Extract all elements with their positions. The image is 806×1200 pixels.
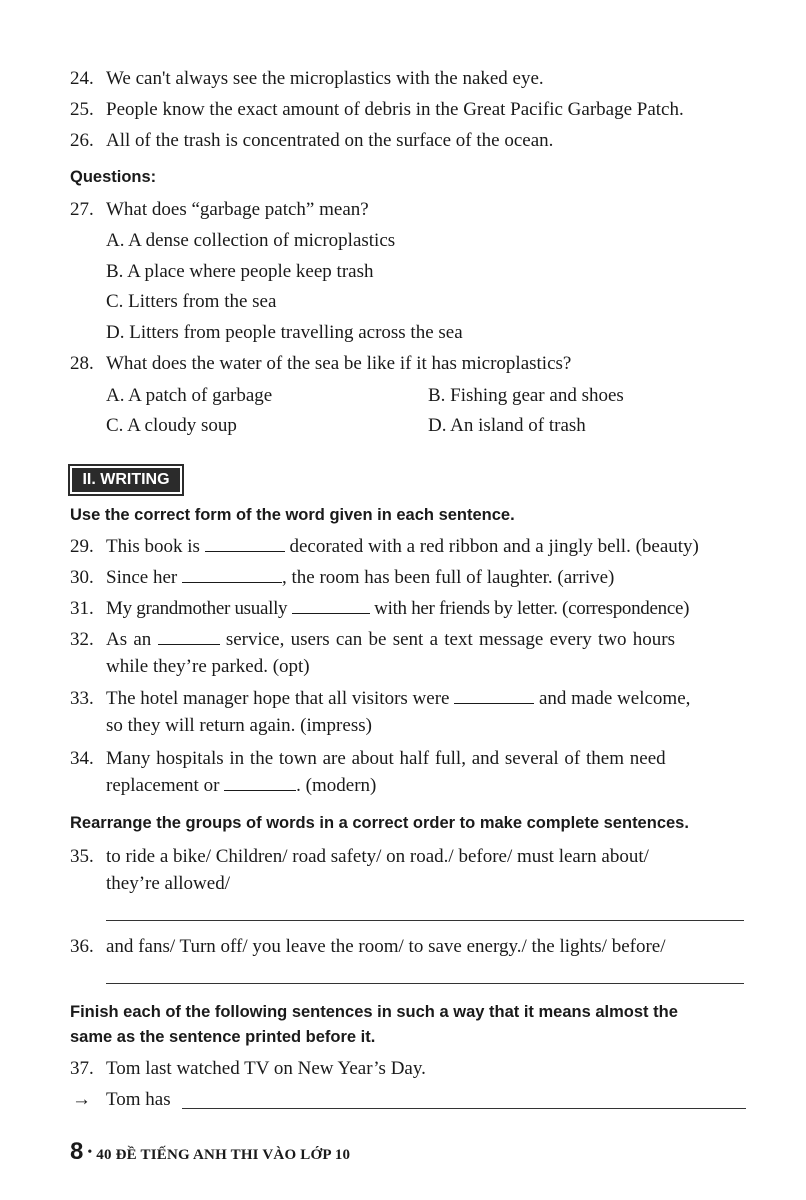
item-number: 35. bbox=[70, 846, 94, 867]
sentence bbox=[106, 566, 614, 590]
bullet-icon: • bbox=[87, 1145, 93, 1160]
q27-option-d: D. Litters from people travelling across the sea bbox=[106, 322, 463, 343]
sentence-start: Since her bbox=[106, 567, 182, 588]
item-number: 34. bbox=[70, 748, 94, 769]
sentence-start: As an bbox=[106, 629, 158, 650]
q28-option-c: C. A cloudy soup bbox=[106, 415, 237, 436]
sentence-end: and made welcome, bbox=[534, 688, 691, 709]
q27-option-a: A. A dense collection of microplastics bbox=[106, 230, 396, 251]
sentence-text: Many hospitals in the town are about half full, and several of them need bbox=[106, 748, 666, 769]
writing-section-badge: II. WRITING bbox=[68, 464, 184, 496]
word-form-heading: Use the correct form of the word given in each sentence. bbox=[70, 506, 515, 524]
word-groups: and fans/ Turn off/ you leave the room/ to save energy./ the lights/ before/ bbox=[106, 936, 666, 957]
finish-heading-line1: Finish each of the following sentences in such a way that it means almost the bbox=[70, 1003, 678, 1021]
q27-option-c: C. Litters from the sea bbox=[106, 291, 277, 312]
answer-blank[interactable] bbox=[182, 566, 282, 583]
item-number: 31. bbox=[70, 598, 94, 619]
original-sentence: Tom last watched TV on New Year’s Day. bbox=[106, 1058, 426, 1079]
finish-heading-line2: same as the sentence printed before it. bbox=[70, 1028, 376, 1046]
answer-blank[interactable] bbox=[224, 774, 296, 791]
question-text: What does “garbage patch” mean? bbox=[106, 199, 369, 220]
answer-line-36[interactable] bbox=[106, 983, 744, 984]
item-number: 26. bbox=[70, 130, 94, 151]
item-number: 29. bbox=[70, 536, 94, 557]
sentence bbox=[106, 597, 689, 621]
item-number: 25. bbox=[70, 99, 94, 120]
sentence bbox=[106, 774, 376, 798]
q28-option-d: D. An island of trash bbox=[428, 415, 586, 436]
answer-line-37[interactable] bbox=[182, 1108, 746, 1109]
sentence-end: , the room has been full of laughter. (arrive) bbox=[281, 567, 615, 588]
sentence-end: with her friends by letter. (correspondence) bbox=[369, 598, 690, 619]
statement-text: All of the trash is concentrated on the surface of the ocean. bbox=[106, 130, 554, 151]
q27-option-b: B. A place where people keep trash bbox=[106, 261, 374, 282]
answer-line-35[interactable] bbox=[106, 920, 744, 921]
arrow-icon: → bbox=[72, 1089, 91, 1110]
q28-option-a: A. A patch of garbage bbox=[106, 385, 273, 406]
book-title: 40 ĐỀ TIẾNG ANH THI VÀO LỚP 10 bbox=[96, 1147, 351, 1163]
sentence bbox=[106, 687, 690, 711]
statement-text: People know the exact amount of debris in the Great Pacific Garbage Patch. bbox=[106, 99, 684, 120]
sentence-start: My grandmother usually bbox=[106, 598, 292, 619]
item-number: 28. bbox=[70, 353, 94, 374]
answer-blank[interactable] bbox=[292, 597, 370, 614]
page-footer bbox=[70, 1138, 350, 1166]
sentence bbox=[106, 628, 675, 652]
sentence-start: This book is bbox=[106, 536, 205, 557]
questions-heading: Questions: bbox=[70, 168, 157, 186]
word-groups-continuation: they’re allowed/ bbox=[106, 873, 230, 894]
statement-text: We can't always see the microplastics with the naked eye. bbox=[106, 68, 544, 89]
rewrite-prompt: Tom has bbox=[106, 1089, 171, 1110]
sentence-start: The hotel manager hope that all visitors were bbox=[106, 688, 455, 709]
word-groups: to ride a bike/ Children/ road safety/ on road./ before/ must learn about/ bbox=[106, 846, 649, 867]
answer-blank[interactable] bbox=[205, 535, 285, 552]
sentence-start: replacement or bbox=[106, 775, 225, 796]
page-number: 8 bbox=[70, 1138, 84, 1165]
sentence-end: decorated with a red ribbon and a jingly bell. (beauty) bbox=[284, 536, 699, 557]
item-number: 36. bbox=[70, 936, 94, 957]
sentence-end: service, users can be sent a text message every two hours bbox=[219, 629, 676, 650]
item-number: 24. bbox=[70, 68, 94, 89]
question-text: What does the water of the sea be like if it has microplastics? bbox=[106, 353, 572, 374]
rearrange-heading: Rearrange the groups of words in a correct order to make complete sentences. bbox=[70, 814, 689, 832]
item-number: 27. bbox=[70, 199, 94, 220]
q28-option-b: B. Fishing gear and shoes bbox=[428, 385, 624, 406]
answer-blank[interactable] bbox=[158, 628, 220, 645]
answer-blank[interactable] bbox=[454, 687, 534, 704]
item-number: 33. bbox=[70, 688, 94, 709]
sentence-continuation: while they’re parked. (opt) bbox=[106, 656, 310, 677]
item-number: 37. bbox=[70, 1058, 94, 1079]
item-number: 32. bbox=[70, 629, 94, 650]
item-number: 30. bbox=[70, 567, 94, 588]
sentence-end: . (modern) bbox=[296, 775, 377, 796]
sentence bbox=[106, 535, 699, 559]
sentence-continuation: so they will return again. (impress) bbox=[106, 715, 372, 736]
